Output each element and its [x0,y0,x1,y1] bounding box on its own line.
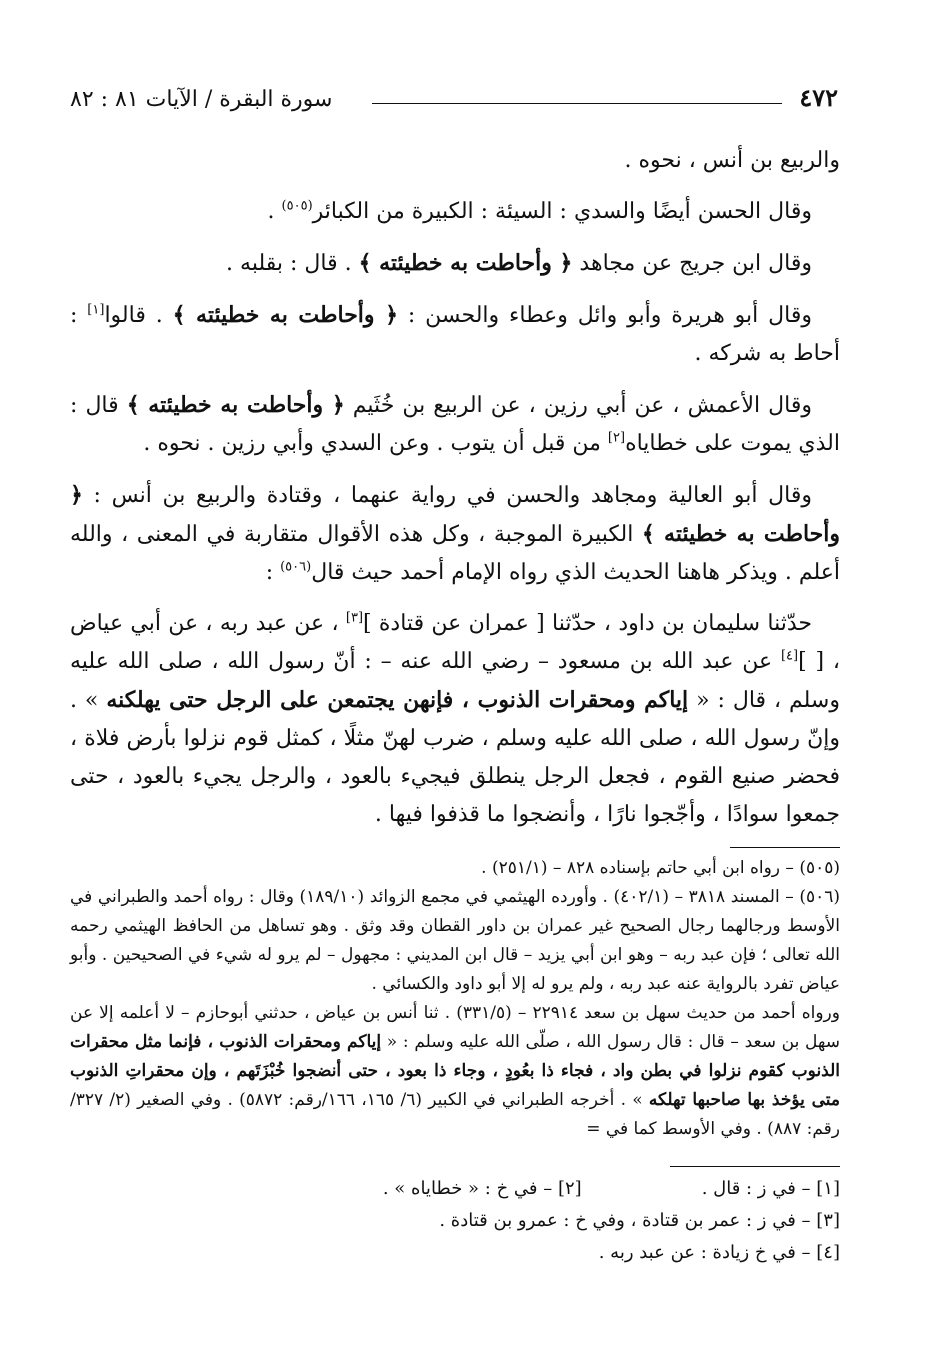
footnote: ورواه أحمد من حديث سهل بن سعد ٢٢٩١٤ – (٣٣١/٥) . ثنا أنس بن عياض ، حدثني أبوحازم – لا أعلمه إلا عن سهل بن سعد – قال : قال رسول الله ، صلّى الله عليه وسلم : « إياكم ومحقرات الذنوب ، فإنما مثل محقرات الذنوب كقوم نزلوا في بطن واد ، فجاء ذا بعُودٍ ، وجاء ذا بعود ، حتى أنضجوا خُبْزَتَهم ، وإن محقراتِ الذنوب متى يؤخذ بها صاحبها تهلكه » . أخرجه الطبراني في الكبير (٦/ ١٦٥، ١٦٦/رقم: ٥٨٧٢) . وفي الصغير (٢/ ٣٢٧/رقم: ٨٨٧) . وفي الأوسط كما في = [70,1003,840,1139]
paragraph: وقال ابن جريج عن مجاهد ﴿ وأحاطت به خطيئته ﴾ . قال : بقلبه . [226,250,812,276]
note-ref: [٣] [345,610,364,626]
variant-note: [٣] – في ز : عمر بن قتادة ، وفي خ : عمرو بن قتادة . [439,1210,840,1231]
variant-notes [70,1173,840,1269]
quran-quote: ﴿ وأحاطت به خطيئته ﴾ [126,392,345,418]
variant-note: [٢] – في خ : « خطاياه » . [382,1178,582,1199]
variant-note: [٤] – في خ زيادة : عن عبد ربه . [598,1242,840,1263]
footnote-separator [730,847,840,848]
header-rule [372,103,782,104]
note-ref: [٢] [607,430,626,446]
paragraph: وقال أبو العالية ومجاهد والحسن في رواية عنهما ، وقتادة والربيع بن أنس : ﴿ وأحاطت به خطيئته ﴾ الكبيرة الموجبة ، وكل هذه الأقوال متقاربة في المعنى ، والله أعلم . ويذكر هاهنا الحديث الذي رواه الإمام أحمد حيث قال$^{(٥٠٦)}$ : [70,482,840,585]
page-header [70,78,840,112]
note-ref: [١] [87,302,105,318]
variant-note: [١] – في ز : قال . [701,1178,840,1199]
footnote-ref: (٥٠٦) [280,559,312,575]
paragraph: وقال الأعمش ، عن أبي رزين ، عن الربيع بن خُثَيم ﴿ وأحاطت به خطيئته ﴾ قال : الذي يموت على خطاياه[٢] من قبل أن يتوب . وعن السدي وأبي رزين . نحوه . [70,392,840,456]
page [70,78,840,1269]
quran-quote: ﴿ وأحاطت به خطيئته ﴾ [358,250,573,276]
paragraph: والربيع بن أنس ، نحوه . [624,148,840,173]
quran-quote: ﴿ وأحاطت به خطيئته ﴾ [172,302,398,328]
running-title: سورة البقرة / الآيات ٨١ : ٨٢ [70,87,333,112]
footnote-ref: (٥٠٥) [281,198,313,214]
main-text [70,142,840,834]
page-number: ٤٧٢ [799,83,838,112]
paragraph: وقال أبو هريرة وأبو وائل وعطاء والحسن : ﴿ وأحاطت به خطيئته ﴾ . قالوا[١] : أحاط به شركه . [70,302,840,366]
footnote: (٥٠٦) – المسند ٣٨١٨ – (٤٠٢/١) . وأورده الهيثمي في مجمع الزوائد (١٨٩/١٠) وقال : رواه أحمد والطبراني في الأوسط ورجالهما رجال الصحيح غير عمران بن داور القطان وقد وثق . وهو تساهل من الحافظ الهيثمي رحمه الله تعالى ؛ فإن عبد ربه – وهو ابن أبي يزيد – قال ابن المديني : مجهول – لم يرو له شيء في الصحيحين . وأبو عياض تفرد بالرواية عنه عبد ربه ، ولم يرو له إلا أبو داود والكسائي . [70,887,840,994]
note-ref: [٤] [780,648,799,664]
paragraph: حدّثنا سليمان بن داود ، حدّثنا [ عمران عن قتادة ][٣] ، عن عبد ربه ، عن أبي عياض ، [ ][٤] عن عبد الله بن مسعود – رضي الله عنه – : أنّ رسول الله ، صلى الله عليه وسلم ، قال : « إياكم ومحقرات الذنوب ، فإنهن يجتمعن على الرجل حتى يهلكنه » . وإنّ رسول الله ، صلى الله عليه وسلم ، ضرب لهنّ مثلًا ، كمثل قوم نزلوا بأرض فلاة ، فحضر صنيع القوم ، فجعل الرجل ينطلق فيجيء بالعود ، والرجل يجيء بالعود ، حتى جمعوا سوادًا ، وأجّجوا نارًا ، وأنضجوا ما قذفوا فيها . [70,610,840,827]
hadith-text: إياكم ومحقرات الذنوب ، فإنهن يجتمعن على الرجل حتى يهلكنه [106,687,689,713]
quran-quote: ﴿ وأحاطت به خطيئته ﴾ [70,482,840,547]
footnotes [70,854,840,1144]
footnote: (٥٠٥) – رواه ابن أبي حاتم بإسناده ٨٢٨ – (٢٥١/١) . [481,858,840,878]
notes-separator [670,1166,840,1167]
paragraph: وقال الحسن أيضًا والسدي : السيئة : الكبيرة من الكبائر$^{(٥٠٥)}$ . [267,198,812,224]
